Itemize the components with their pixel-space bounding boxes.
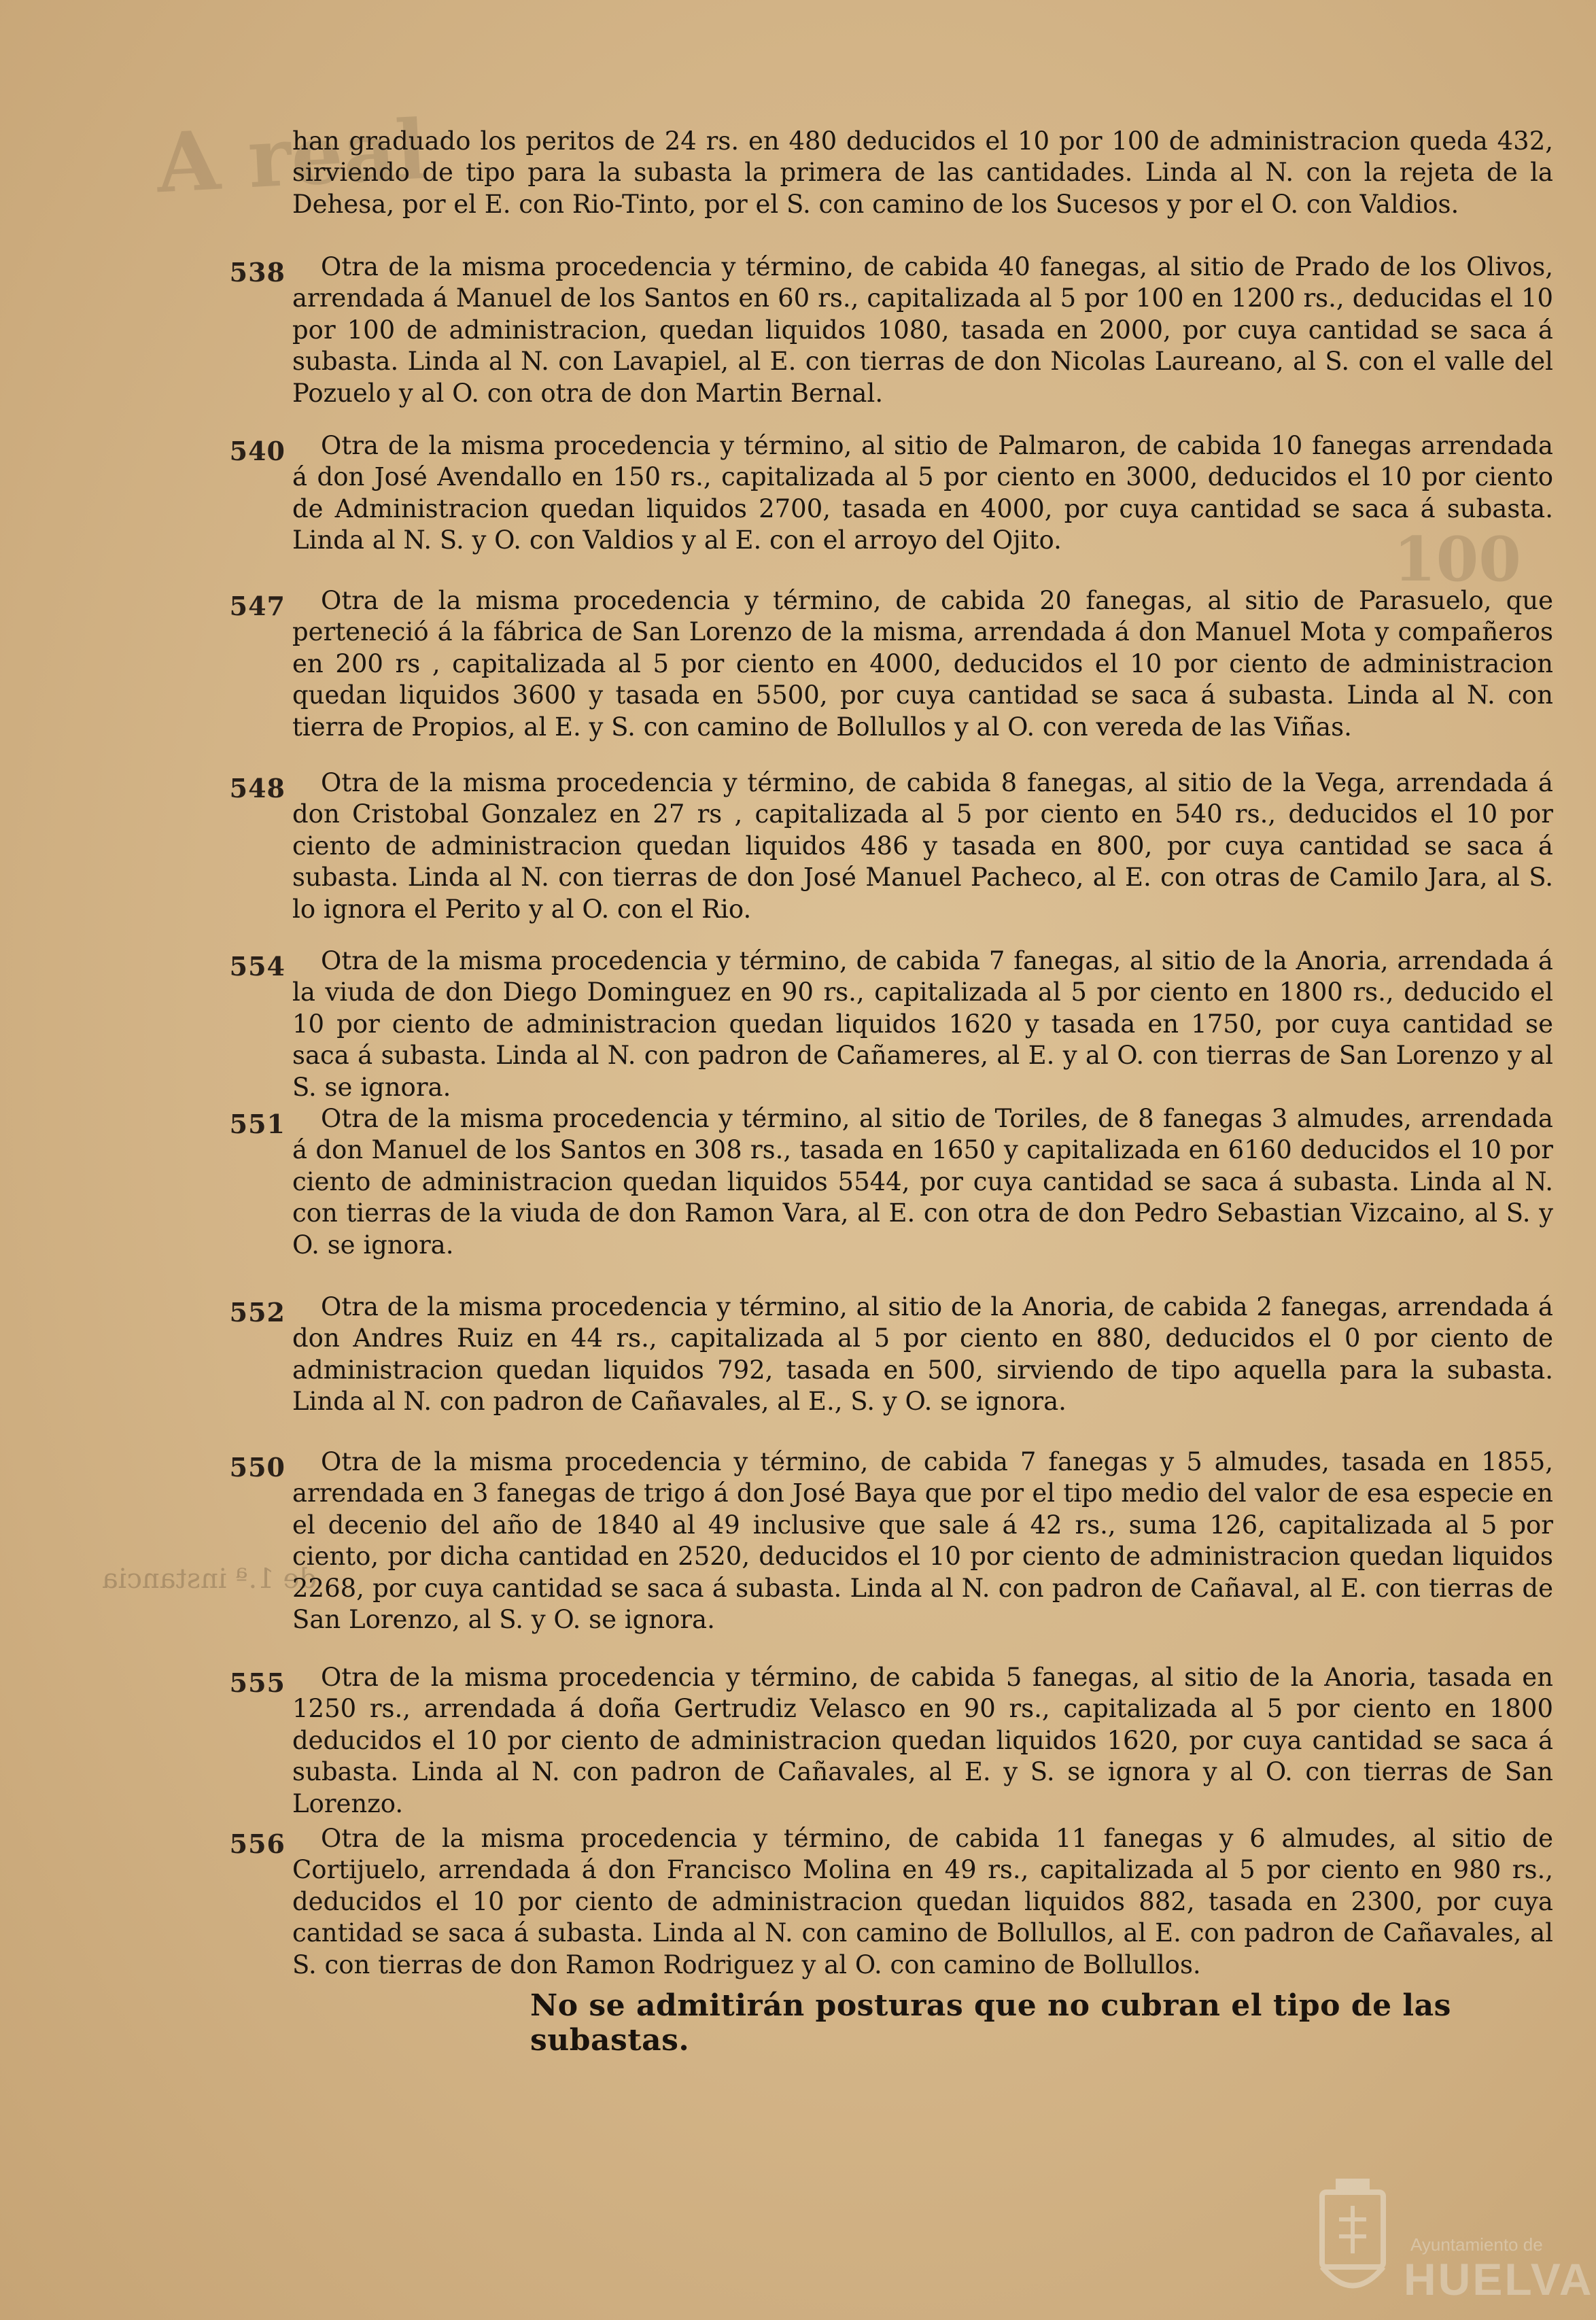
- entry-number: 556: [229, 1829, 285, 1859]
- entry: [229, 1662, 1553, 1823]
- entry-number: 552: [229, 1297, 285, 1328]
- entry: [229, 430, 1553, 585]
- entry-number: 550: [229, 1452, 285, 1483]
- entry-number: 538: [229, 257, 285, 288]
- entry-number: 547: [229, 591, 285, 621]
- show-through-text: 100: [1393, 523, 1521, 595]
- show-through-text: de 1.ª instancia: [102, 1563, 317, 1595]
- entry: [229, 1103, 1553, 1292]
- entry-text: Otra de la misma procedencia y término, de cabida 20 fanegas, al sitio de Parasuelo, que perteneció á la fábrica de San Lorenzo de la misma, arrendada á don Manuel Mota y compañeros en 200 rs , capitalizada al 5 por ciento en 4000, deducidos el 10 por ciento de administracion quedan liquidos 3600 y tasada en 5500, por cuya cantidad se saca á subasta. Linda al N. con tierra de Propios, al E. y S. con camino de Bollullos y al O. con vereda de las Viñas.: [292, 586, 1553, 742]
- footer-notice: No se admitirán posturas que no cubran el tipo de las subastas.: [530, 1988, 1451, 2058]
- entry: [229, 1447, 1553, 1662]
- entry-text: Otra de la misma procedencia y término, de cabida 5 fanegas, al sitio de la Anoria, tasada en 1250 rs., arrendada á doña Gertrudiz Velasco en 90 rs., capitalizada al 5 por ciento en 1800 deducidos el 10 por ciento de administracion quedan liquidos 1620, por cuya cantidad se saca á subasta. Linda al N. con padron de Cañavales, al E. y S. se ignora y al O. con tierras de San Lorenzo.: [292, 1663, 1553, 1818]
- crest-icon: [1308, 2179, 1397, 2301]
- entry: [229, 252, 1553, 430]
- show-through-text: A real: [154, 101, 430, 212]
- entry: [229, 767, 1553, 946]
- entry: [229, 585, 1553, 767]
- entry-text: Otra de la misma procedencia y término, de cabida 40 fanegas, al sitio de Prado de los Olivos, arrendada á Manuel de los Santos en 60 rs., capitalizada al 5 por 100 en 1200 rs., deducidas el 10 por 100 de administracion, quedan liquidos 1080, tasada en 2000, por cuya cantidad se saca á subasta. Linda al N. con Lavapiel, al E. con tierras de don Nicolas Laureano, al S. con el valle del Pozuelo y al O. con otra de don Martin Bernal.: [292, 252, 1553, 408]
- watermark-label-small: Ayuntamiento de: [1410, 2234, 1543, 2255]
- entry: [229, 1823, 1553, 1979]
- entry-number: 540: [229, 436, 285, 466]
- entry-number: 554: [229, 951, 285, 982]
- archive-watermark: [1308, 2179, 1594, 2308]
- watermark-label-big: HUELVA: [1404, 2254, 1594, 2304]
- entry-text: Otra de la misma procedencia y término, de cabida 11 fanegas y 6 almudes, al sitio de Cortijuelo, arrendada á don Francisco Molina en 49 rs., capitalizada al 5 por ciento en 980 rs., deducidos el 10 por ciento de administracion quedan liquidos 882, tasada en 2300, por cuya cantidad se saca á subasta. Linda al N. con camino de Bollullos, al E. con padron de Cañavales, al S. con tierras de don Ramon Rodriguez y al O. con camino de Bollullos.: [292, 1824, 1553, 1979]
- entry-text: Otra de la misma procedencia y término, al sitio de Palmaron, de cabida 10 fanegas arrendada á don José Avendallo en 150 rs., capitalizada al 5 por ciento en 3000, deducidos el 10 por ciento de Administracion quedan liquidos 2700, tasada en 4000, por cuya cantidad se saca á subasta. Linda al N. S. y O. con Valdios y al E. con el arroyo del Ojito.: [292, 431, 1553, 555]
- entry-text: han graduado los peritos de 24 rs. en 480 deducidos el 10 por 100 de administracion queda 432, sirviendo de tipo para la subasta la primera de las cantidades. Linda al N. con la rejeta de la Dehesa, por el E. con Rio-Tinto, por el S. con camino de los Sucesos y por el O. con Valdios.: [292, 126, 1553, 219]
- entry-text: Otra de la misma procedencia y término, de cabida 8 fanegas, al sitio de la Vega, arrendada á don Cristobal Gonzalez en 27 rs , capitalizada al 5 por ciento en 540 rs., deducidos el 10 por ciento de administracion quedan liquidos 486 y tasada en 800, por cuya cantidad se saca á subasta. Linda al N. con tierras de don José Manuel Pacheco, al E. con otras de Camilo Jara, al S. lo ignora el Perito y al O. con el Rio.: [292, 768, 1553, 924]
- entry: [229, 1292, 1553, 1447]
- entry-text: Otra de la misma procedencia y término, de cabida 7 fanegas y 5 almudes, tasada en 1855, arrendada en 3 fanegas de trigo á don José Baya que por el tipo medio del valor de esa especie en el decenio del año de 1840 al 49 inclusive que sale á 42 rs., suma 126, capitalizada al 5 por ciento, por dicha cantidad en 2520, deducidos el 10 por ciento de administracion quedan liquidos 2268, por cuya cantidad se saca á subasta. Linda al N. con padron de Cañaval, al E. con tierras de San Lorenzo, al S. y O. se ignora.: [292, 1447, 1553, 1635]
- entry-number: 555: [229, 1667, 285, 1698]
- entry-continuation: [292, 126, 1553, 252]
- entry-number: 551: [229, 1109, 285, 1139]
- entry-text: Otra de la misma procedencia y término, al sitio de la Anoria, de cabida 2 fanegas, arrendada á don Andres Ruiz en 44 rs., capitalizada al 5 por ciento en 880, deducidos el 0 por ciento de administracion quedan liquidos 792, tasada en 500, sirviendo de tipo aquella para la subasta. Linda al N. con padron de Cañavales, al E., S. y O. se ignora.: [292, 1292, 1553, 1417]
- entry-text: Otra de la misma procedencia y término, de cabida 7 fanegas, al sitio de la Anoria, arrendada á la viuda de don Diego Dominguez en 90 rs., capitalizada al 5 por ciento en 1800 rs., deducido el 10 por ciento de administracion quedan liquidos 1620 y tasada en 1750, por cuya cantidad se saca á subasta. Linda al N. con padron de Cañameres, al E. y al O. con tierras de San Lorenzo y al S. se ignora.: [292, 946, 1553, 1102]
- entry-text: Otra de la misma procedencia y término, al sitio de Toriles, de 8 fanegas 3 almudes, arrendada á don Manuel de los Santos en 308 rs., tasada en 1650 y capitalizada en 6160 deducidos el 10 por ciento de administracion quedan liquidos 5544, por cuya cantidad se saca á subasta. Linda al N. con tierras de la viuda de don Ramon Vara, al E. con otra de don Pedro Sebastian Vizcaino, al S. y O. se ignora.: [292, 1104, 1553, 1260]
- entry: [229, 946, 1553, 1103]
- entry-number: 548: [229, 773, 285, 803]
